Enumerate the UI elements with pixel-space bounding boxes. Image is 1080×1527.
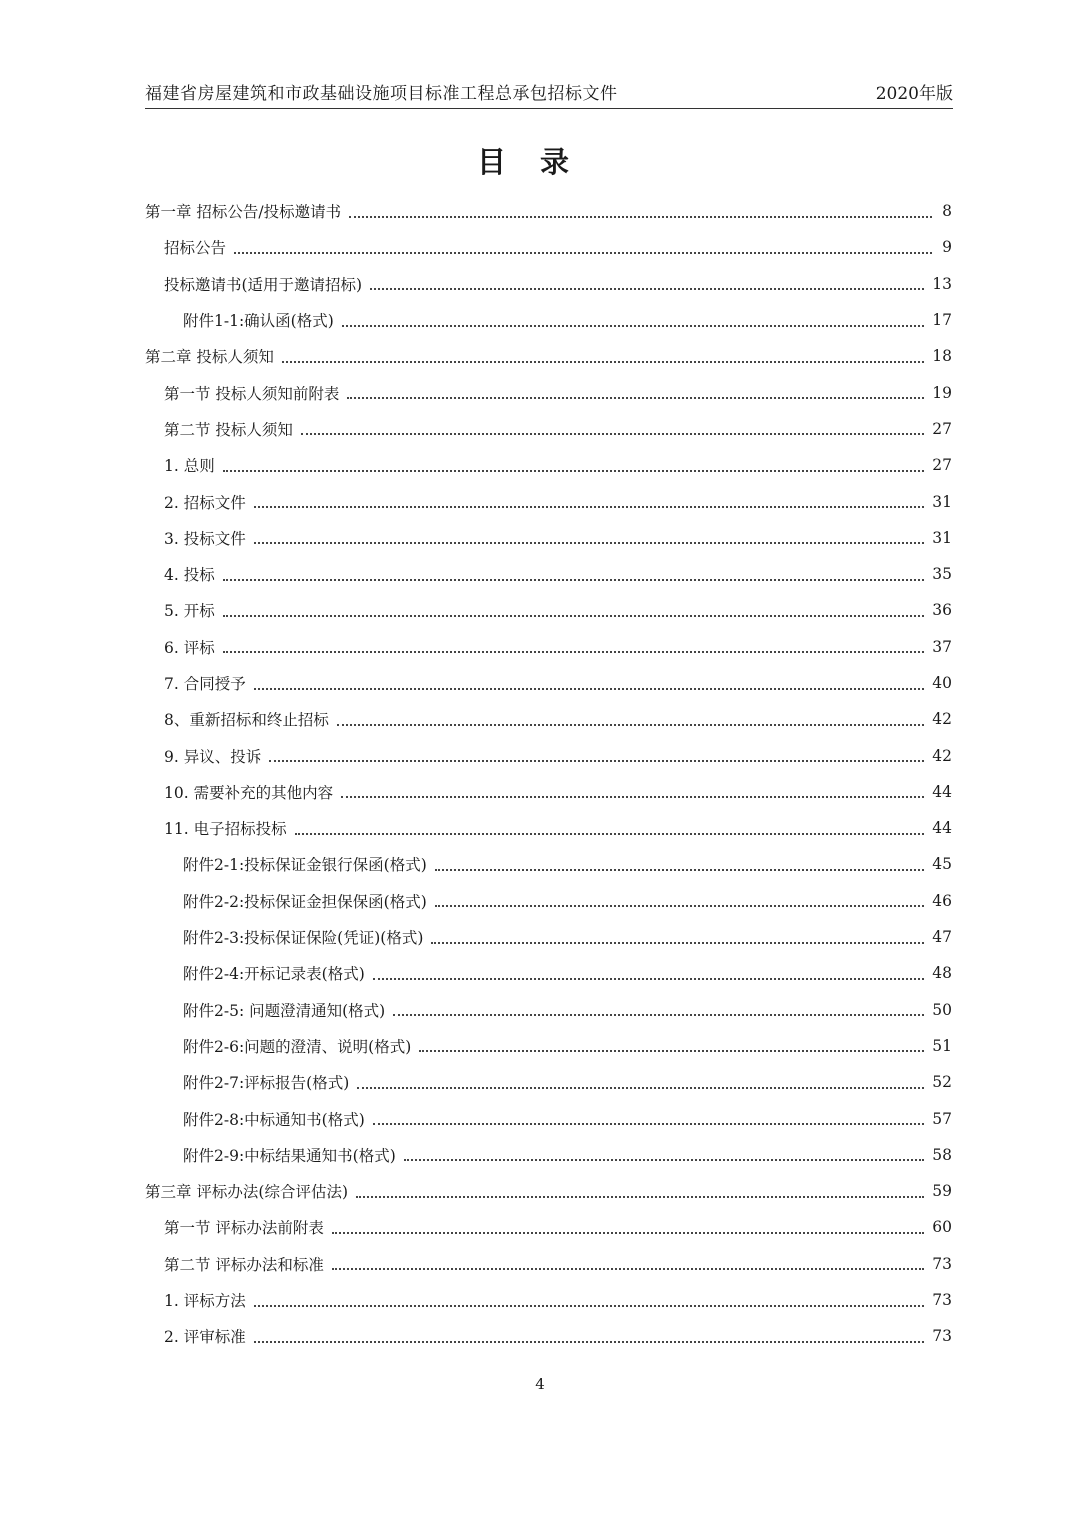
dot-leader <box>393 1013 924 1016</box>
toc-entry-page: 35 <box>932 565 952 584</box>
toc-entry-page: 47 <box>932 928 952 947</box>
toc-entry-label: 招标公告 <box>164 239 227 258</box>
toc-entry-label: 第一节 投标人须知前附表 <box>164 384 340 403</box>
toc-entry-label: 附件2-5: 问题澄清通知(格式) <box>183 1001 386 1020</box>
page-header <box>145 76 953 109</box>
toc-entry-page: 57 <box>932 1109 952 1128</box>
dot-leader <box>347 396 924 399</box>
toc-entry[interactable] <box>145 1137 952 1173</box>
toc-entry-page: 50 <box>932 1000 952 1019</box>
dot-leader <box>435 904 924 907</box>
header-title: 福建省房屋建筑和市政基础设施项目标准工程总承包招标文件 <box>145 84 618 104</box>
toc-entry-label: 1. 总则 <box>164 457 215 476</box>
toc-entry-label: 投标邀请书(适用于邀请招标) <box>164 275 363 294</box>
dot-leader <box>254 687 925 690</box>
toc-entry[interactable] <box>145 1246 952 1282</box>
toc-entry-label: 9. 异议、投诉 <box>164 747 262 766</box>
toc-entry-page: 19 <box>932 383 952 402</box>
toc-entry-label: 第二节 评标办法和标准 <box>164 1255 324 1274</box>
toc-entry[interactable] <box>145 810 952 846</box>
toc-entry[interactable] <box>145 447 952 483</box>
dot-leader <box>282 360 924 363</box>
toc-entry-page: 40 <box>932 674 952 692</box>
toc-entry[interactable] <box>145 919 952 955</box>
toc-entry-page: 52 <box>932 1073 952 1092</box>
toc-entry-page: 37 <box>932 637 952 656</box>
header-edition: 2020年版 <box>875 84 953 104</box>
toc-entry-page: 27 <box>932 456 952 475</box>
toc-entry-label: 3. 投标文件 <box>164 529 246 548</box>
toc-entry-label: 2. 招标文件 <box>164 493 246 512</box>
toc-entry-page: 58 <box>932 1145 952 1164</box>
dot-leader <box>223 650 925 653</box>
toc-entry-page: 13 <box>932 274 952 293</box>
dot-leader <box>435 868 924 871</box>
toc-entry-page: 48 <box>932 964 952 983</box>
toc-entry-label: 附件2-7:评标报告(格式) <box>183 1074 350 1093</box>
toc-entry[interactable] <box>145 665 952 701</box>
toc-entry-label: 第一节 评标办法前附表 <box>164 1219 324 1238</box>
toc-entry[interactable] <box>145 193 952 229</box>
toc-entry-label: 附件2-3:投标保证保险(凭证)(格式) <box>183 929 424 948</box>
dot-leader <box>419 1049 924 1052</box>
toc-entry[interactable] <box>145 1282 952 1318</box>
toc-entry-label: 附件2-8:中标通知书(格式) <box>183 1110 365 1129</box>
toc-entry-page: 51 <box>932 1036 952 1055</box>
dot-leader <box>332 1267 924 1270</box>
dot-leader <box>295 832 925 835</box>
toc-entry-page: 8 <box>942 202 952 221</box>
dot-leader <box>254 1304 925 1307</box>
toc-entry[interactable] <box>145 338 952 374</box>
toc-entry-label: 6. 评标 <box>164 638 215 657</box>
toc-entry-page: 17 <box>932 311 952 330</box>
toc-entry[interactable] <box>145 302 952 338</box>
page-number: 4 <box>535 1375 545 1393</box>
toc-entry[interactable] <box>145 1064 952 1100</box>
table-of-contents <box>145 193 952 1355</box>
toc-entry-page: 42 <box>932 746 952 765</box>
dot-leader <box>254 1340 925 1343</box>
dot-leader <box>349 215 932 218</box>
toc-entry[interactable] <box>145 737 952 773</box>
toc-entry[interactable] <box>145 374 952 410</box>
toc-entry[interactable] <box>145 556 952 592</box>
dot-leader <box>373 977 924 980</box>
toc-entry-label: 第三章 评标办法(综合评估法) <box>145 1183 349 1202</box>
dot-leader <box>223 578 925 581</box>
dot-leader <box>234 251 932 254</box>
dot-leader <box>332 1231 924 1234</box>
toc-entry-label: 附件2-1:投标保证金银行保函(格式) <box>183 856 427 875</box>
toc-entry[interactable] <box>145 1173 952 1209</box>
toc-entry-label: 7. 合同授予 <box>164 675 246 693</box>
toc-entry-page: 9 <box>942 238 952 257</box>
toc-entry-label: 附件2-2:投标保证金担保保函(格式) <box>183 892 427 911</box>
dot-leader <box>341 795 924 798</box>
dot-leader <box>223 614 925 617</box>
toc-entry-label: 附件2-4:开标记录表(格式) <box>183 965 365 984</box>
toc-entry[interactable] <box>145 483 952 519</box>
toc-entry[interactable] <box>145 629 952 665</box>
dot-leader <box>254 505 925 508</box>
toc-entry-label: 1. 评标方法 <box>164 1292 246 1311</box>
toc-entry[interactable] <box>145 955 952 991</box>
toc-entry-page: 46 <box>932 891 952 910</box>
dot-leader <box>342 324 924 327</box>
toc-entry-page: 36 <box>932 601 952 620</box>
toc-entry[interactable] <box>145 1100 952 1136</box>
dot-leader <box>337 723 924 726</box>
toc-entry-label: 11. 电子招标投标 <box>164 820 287 839</box>
toc-entry-label: 附件2-9:中标结果通知书(格式) <box>183 1146 396 1165</box>
toc-entry-label: 第二章 投标人须知 <box>145 348 274 367</box>
dot-leader <box>357 1086 924 1089</box>
toc-entry-page: 27 <box>932 419 952 438</box>
dot-leader <box>404 1158 924 1161</box>
toc-entry[interactable] <box>145 846 952 882</box>
toc-entry[interactable] <box>145 520 952 556</box>
toc-entry-page: 44 <box>932 782 952 801</box>
toc-entry-page: 31 <box>932 528 952 547</box>
toc-entry[interactable] <box>145 1028 952 1064</box>
toc-entry[interactable] <box>145 701 952 737</box>
toc-entry-label: 第二节 投标人须知 <box>164 420 293 439</box>
toc-entry-label: 附件1-1:确认函(格式) <box>183 312 334 331</box>
toc-entry-page: 73 <box>932 1327 952 1346</box>
toc-entry[interactable] <box>145 774 952 810</box>
toc-entry-label: 2. 评审标准 <box>164 1328 246 1347</box>
dot-leader <box>223 469 925 472</box>
dot-leader <box>301 432 924 435</box>
toc-entry[interactable] <box>145 592 952 628</box>
page-title: 目录 <box>476 145 603 179</box>
toc-entry[interactable] <box>145 229 952 265</box>
toc-entry-label: 附件2-6:问题的澄清、说明(格式) <box>183 1037 412 1056</box>
toc-entry-page: 60 <box>932 1218 952 1237</box>
toc-entry-label: 8、重新招标和终止招标 <box>164 711 329 730</box>
toc-entry-page: 73 <box>932 1254 952 1273</box>
toc-entry-page: 31 <box>932 492 952 511</box>
toc-entry-page: 18 <box>932 347 952 366</box>
dot-leader <box>269 759 924 762</box>
toc-entry[interactable] <box>145 411 952 447</box>
toc-entry[interactable] <box>145 883 952 919</box>
toc-entry-label: 4. 投标 <box>164 566 215 585</box>
toc-entry[interactable] <box>145 1318 952 1354</box>
toc-entry[interactable] <box>145 266 952 302</box>
toc-entry[interactable] <box>145 992 952 1028</box>
toc-entry-page: 45 <box>932 855 952 874</box>
toc-entry-label: 10. 需要补充的其他内容 <box>164 783 334 802</box>
dot-leader <box>254 541 925 544</box>
toc-entry[interactable] <box>145 1209 952 1245</box>
dot-leader <box>370 287 924 290</box>
toc-entry-page: 73 <box>932 1291 952 1310</box>
toc-entry-page: 59 <box>932 1182 952 1201</box>
toc-entry-label: 5. 开标 <box>164 602 215 621</box>
toc-entry-page: 44 <box>932 819 952 838</box>
dot-leader <box>356 1195 924 1198</box>
toc-entry-label: 第一章 招标公告/投标邀请书 <box>145 203 342 222</box>
toc-entry-page: 42 <box>932 710 952 729</box>
dot-leader <box>373 1122 924 1125</box>
dot-leader <box>431 941 924 944</box>
